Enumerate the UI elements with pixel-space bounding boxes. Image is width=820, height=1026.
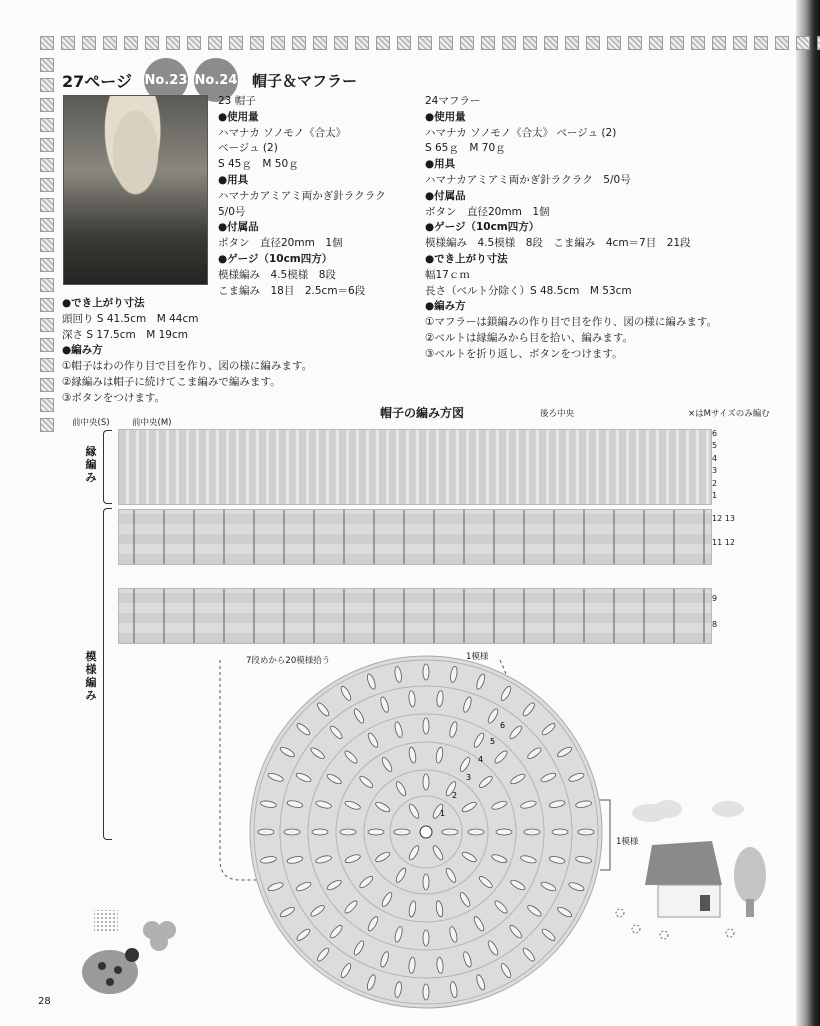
scarf-accessory-heading: ●付属品 xyxy=(425,189,466,202)
house-icon xyxy=(645,841,722,917)
border-square xyxy=(40,358,54,372)
edge-stitch-band xyxy=(118,429,712,505)
border-square xyxy=(40,58,54,72)
border-square xyxy=(208,36,222,50)
round-num-6: 6 xyxy=(500,721,506,730)
round-num-4: 4 xyxy=(478,755,484,764)
hat-amount: S 45ｇ M 50ｇ xyxy=(218,158,299,171)
scarf-amount: S 65ｇ M 70ｇ xyxy=(425,142,506,155)
border-square xyxy=(460,36,474,50)
crown-stitch-mark xyxy=(442,829,458,835)
border-square xyxy=(124,36,138,50)
hat-spec-column xyxy=(218,94,386,299)
border-square xyxy=(40,238,54,252)
badge-no23: No.23 xyxy=(144,58,188,102)
crown-stitch-mark xyxy=(468,829,484,835)
ladybug-clover-illustration xyxy=(72,900,212,1005)
hat-gauge-heading: ●ゲージ（10cm四方） xyxy=(218,252,333,265)
pattern-bracket xyxy=(103,508,112,840)
crown-stitch-mark xyxy=(578,829,594,835)
scarf-accessory: ボタン 直径20mm 1個 xyxy=(425,205,550,218)
house-tree-illustration xyxy=(600,795,790,945)
border-square xyxy=(229,36,243,50)
border-square xyxy=(544,36,558,50)
crown-stitch-mark xyxy=(423,774,429,790)
child-photo xyxy=(63,95,208,285)
border-square xyxy=(418,36,432,50)
border-square xyxy=(376,36,390,50)
hat-method-heading: ●編み方 xyxy=(62,344,103,357)
scarf-method-1: ①マフラーは鎖編みの作り目で目を作り、図の様に編みます。 xyxy=(425,316,718,329)
border-square xyxy=(40,36,54,50)
border-square xyxy=(355,36,369,50)
scarf-yarn: ハマナカ ソノモノ《合太》 ベージュ (2) xyxy=(425,126,617,139)
pattern-band-lower xyxy=(118,588,712,644)
round-num-5: 5 xyxy=(490,737,496,746)
border-square xyxy=(628,36,642,50)
crown-stitch-mark xyxy=(284,829,300,835)
hat-accessory-heading: ●付属品 xyxy=(218,221,259,234)
border-square xyxy=(670,36,684,50)
crown-stitch-mark xyxy=(423,984,429,1000)
front-center-s-label: 前中央(S) xyxy=(72,418,110,428)
border-square xyxy=(502,36,516,50)
hat-accessory: ボタン 直径20mm 1個 xyxy=(218,237,343,250)
border-square xyxy=(712,36,726,50)
border-square xyxy=(40,218,54,232)
page-title: 帽子＆マフラー xyxy=(251,71,357,90)
scarf-size-heading: ●でき上がり寸法 xyxy=(425,252,508,265)
border-square xyxy=(82,36,96,50)
row-label-9: 9 xyxy=(712,594,718,603)
border-square xyxy=(439,36,453,50)
scarf-method-2: ②ベルトは縁編みから目を拾い、編みます。 xyxy=(425,331,634,344)
border-square xyxy=(40,418,54,432)
pickup-note: 7段めから20模様拾う xyxy=(246,656,331,666)
border-square xyxy=(607,36,621,50)
hat-tools-heading: ●用具 xyxy=(218,173,249,186)
crown-diagram xyxy=(200,640,640,1025)
border-square xyxy=(166,36,180,50)
border-square xyxy=(481,36,495,50)
crown-stitch-mark xyxy=(340,829,356,835)
pattern-band-upper xyxy=(118,509,712,565)
front-center-m-label: 前中央(M) xyxy=(132,418,172,428)
border-square xyxy=(565,36,579,50)
row-label-8: 8 xyxy=(712,620,718,629)
edge-row-2: 2 xyxy=(712,478,718,488)
border-square xyxy=(313,36,327,50)
round-num-3: 3 xyxy=(466,773,472,782)
edge-row-labels xyxy=(712,428,717,502)
clover-icon xyxy=(143,921,176,951)
edge-label: 縁編み xyxy=(85,445,97,484)
page-number: 28 xyxy=(38,996,51,1007)
scarf-name: 24マフラー xyxy=(425,95,481,107)
crown-stitch-mark xyxy=(312,829,328,835)
border-square xyxy=(754,36,768,50)
scarf-materials-heading: ●使用量 xyxy=(425,110,466,123)
border-square xyxy=(145,36,159,50)
magic-ring xyxy=(420,826,432,838)
border-square xyxy=(40,278,54,292)
edge-row-1: 1 xyxy=(712,491,718,501)
border-square xyxy=(40,178,54,192)
diagram-title: 帽子の編み方図 xyxy=(380,406,465,420)
border-square xyxy=(775,36,789,50)
hat-method-2: ②縁編みは帽子に続けてこま編みで編みます。 xyxy=(62,375,281,388)
scarf-gauge-heading: ●ゲージ（10cm四方） xyxy=(425,221,540,234)
top-square-border xyxy=(40,36,796,52)
scarf-tool: ハマナカアミアミ両かぎ針ラクラク 5/0号 xyxy=(425,173,631,186)
border-square xyxy=(334,36,348,50)
border-square xyxy=(40,118,54,132)
border-square xyxy=(523,36,537,50)
border-square xyxy=(40,158,54,172)
back-center-label: 後ろ中央 xyxy=(540,409,575,419)
border-square xyxy=(40,298,54,312)
scarf-tools-heading: ●用具 xyxy=(425,158,456,171)
border-square xyxy=(103,36,117,50)
border-square xyxy=(40,78,54,92)
hat-method-1: ①帽子はわの作り目で目を作り、図の様に編みます。 xyxy=(62,360,313,373)
scarf-gauge: 模様編み 4.5模様 8段 こま編み 4cm＝7目 21段 xyxy=(425,237,691,250)
edge-row-3: 3 xyxy=(712,466,718,476)
border-square xyxy=(40,138,54,152)
edge-row-4: 4 xyxy=(712,453,718,463)
border-square xyxy=(40,338,54,352)
scarf-spec-column xyxy=(425,94,717,363)
border-square xyxy=(187,36,201,50)
hat-yarn: ハマナカ ソノモノ《合太》 xyxy=(218,126,347,139)
border-square xyxy=(40,258,54,272)
edge-bracket xyxy=(103,430,112,504)
hat-gauge-pattern: 模様編み 4.5模様 8段 xyxy=(218,268,336,281)
hat-method-3: ③ボタンをつけます。 xyxy=(62,391,166,404)
hat-materials-heading: ●使用量 xyxy=(218,110,259,123)
hat-size-heading: ●でき上がり寸法 xyxy=(62,297,145,309)
crown-stitch-mark xyxy=(423,664,429,680)
badge-no24: No.24 xyxy=(194,58,238,102)
border-square xyxy=(271,36,285,50)
border-square xyxy=(292,36,306,50)
hat-tool: ハマナカアミアミ両かぎ針ラクラク xyxy=(218,189,386,202)
border-square xyxy=(40,378,54,392)
crown-stitch-mark xyxy=(423,874,429,890)
hat-name: 23 帽子 xyxy=(218,95,256,107)
scarf-method-3: ③ベルトを折り返し、ボタンをつけます。 xyxy=(425,347,623,360)
cloud-icon xyxy=(632,800,744,822)
edge-row-5: 5 xyxy=(712,441,718,451)
hat-size-depth: 深さ S 17.5cm M 19cm xyxy=(62,328,188,341)
page-reference: 27ページ xyxy=(62,71,132,91)
tree-icon xyxy=(734,847,766,917)
border-square xyxy=(397,36,411,50)
hat-size-circumference: 頭回り S 41.5cm M 44cm xyxy=(62,312,199,325)
border-square xyxy=(649,36,663,50)
hat-color: ベージュ (2) xyxy=(218,142,278,155)
crown-stitch-mark xyxy=(524,829,540,835)
border-square xyxy=(40,198,54,212)
round-num-1: 1 xyxy=(440,809,446,818)
left-square-border xyxy=(40,58,52,408)
pattern-label: 模様編み xyxy=(85,650,97,702)
crown-stitch-mark xyxy=(368,829,384,835)
crown-stitch-mark xyxy=(423,930,429,946)
border-square xyxy=(796,36,810,50)
row-label-12-13: 12 13 xyxy=(712,514,735,523)
dot-square-decoration xyxy=(94,910,118,932)
m-only-note: ×はMサイズのみ編む xyxy=(688,409,770,419)
border-square xyxy=(250,36,264,50)
border-square xyxy=(40,318,54,332)
crown-stitch-mark xyxy=(423,718,429,734)
border-square xyxy=(40,98,54,112)
edge-row-6: 6 xyxy=(712,429,718,438)
border-square xyxy=(733,36,747,50)
scarf-method-heading: ●編み方 xyxy=(425,300,466,313)
border-square xyxy=(586,36,600,50)
crown-stitch-mark xyxy=(552,829,568,835)
crown-stitch-mark xyxy=(496,829,512,835)
row-label-11-12: 11 12 xyxy=(712,538,735,547)
scarf-width: 幅17ｃｍ xyxy=(425,268,470,281)
border-square xyxy=(61,36,75,50)
scarf-length: 長さ（ベルト分除く）S 48.5cm M 53cm xyxy=(425,284,632,297)
crown-stitch-mark xyxy=(394,829,410,835)
crown-stitch-mark xyxy=(258,829,274,835)
hat-tool-size: 5/0号 xyxy=(218,205,246,218)
hat-gauge-sc: こま編み 18目 2.5cm＝6段 xyxy=(218,284,366,297)
hat-size-method xyxy=(62,296,312,407)
book-binding-shadow xyxy=(796,0,820,1026)
border-square xyxy=(691,36,705,50)
round-num-2: 2 xyxy=(452,791,458,800)
border-square xyxy=(40,398,54,412)
one-pattern-top-label: 1模様 xyxy=(466,652,489,662)
one-pattern-side-label: 1模様 xyxy=(616,837,639,847)
